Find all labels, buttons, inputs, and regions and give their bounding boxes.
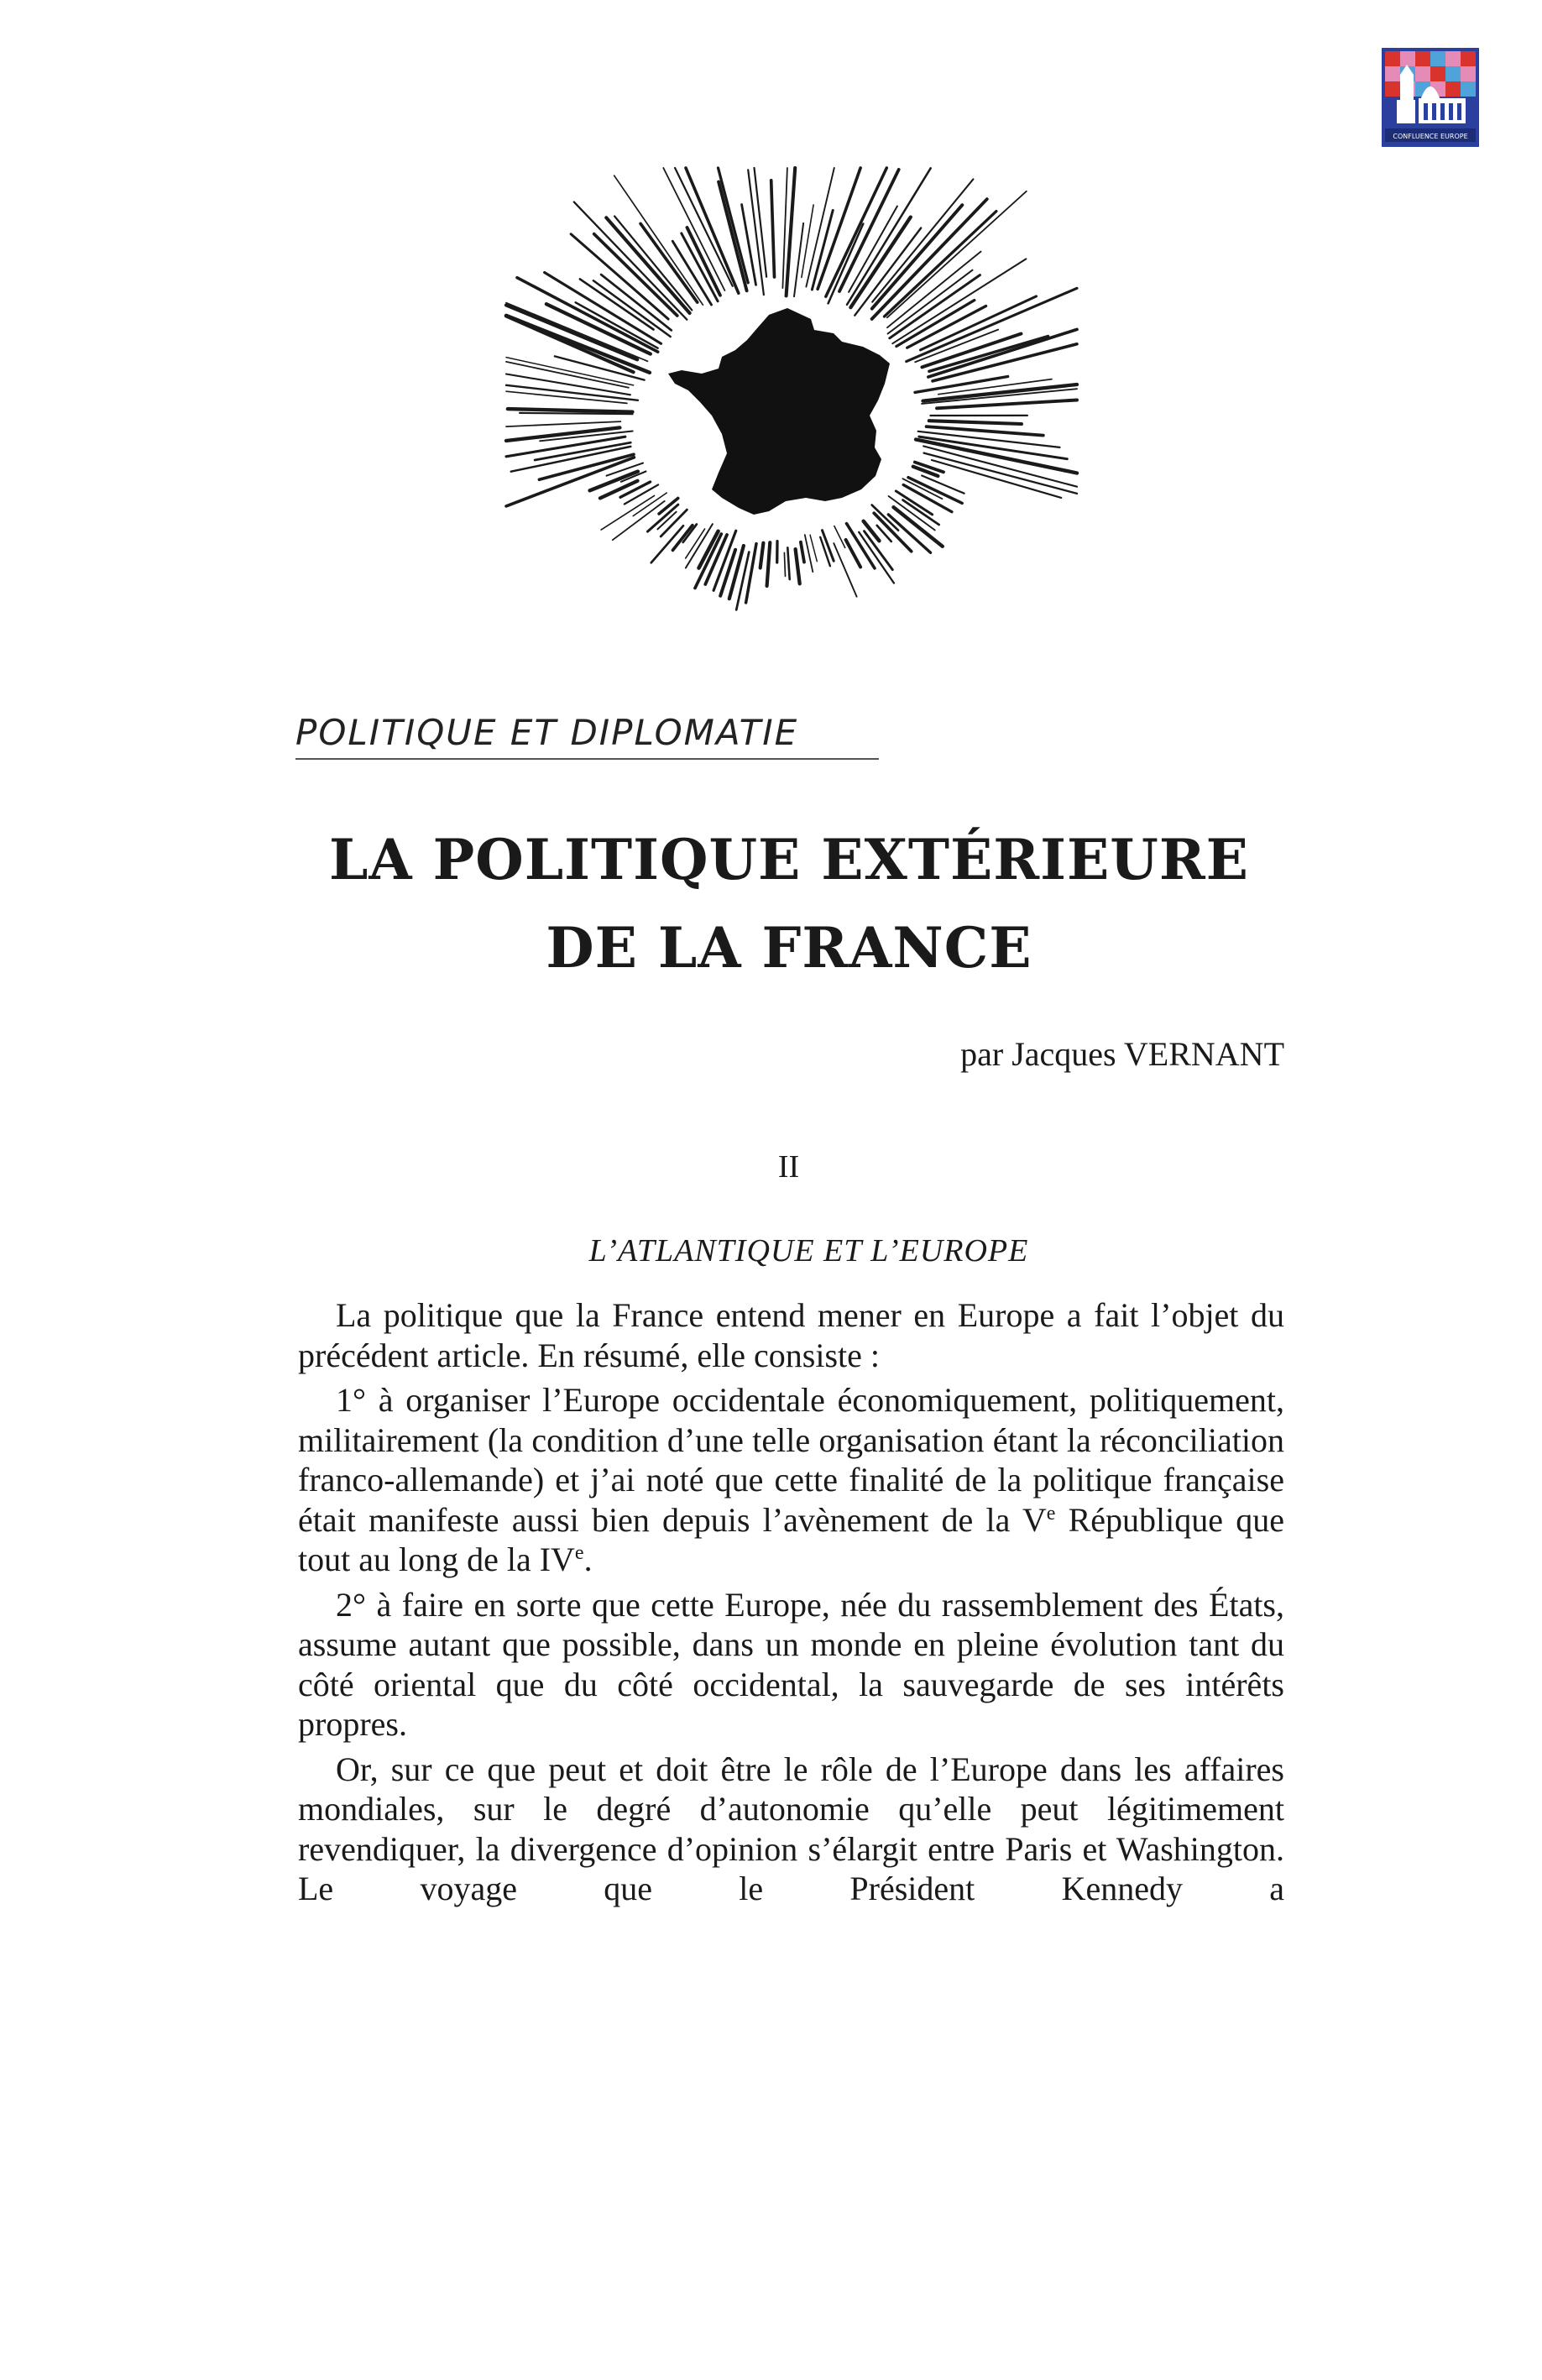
- paragraph-2-end: .: [583, 1540, 593, 1578]
- emblem-ray: [801, 542, 804, 562]
- france-map-emblem-icon: [502, 164, 1081, 651]
- section-label: POLITIQUE ET DIPLOMATIE: [295, 712, 879, 760]
- emblem-ray: [506, 421, 620, 426]
- paragraph-1: La politique que la France entend mener en Europe a fait l’objet du précédent article. En résumé, elle consiste :: [298, 1296, 1284, 1374]
- emblem-ray: [787, 547, 789, 579]
- france-map-emblem: [502, 164, 1081, 651]
- emblem-ray: [555, 356, 645, 379]
- emblem-ray: [590, 472, 638, 491]
- emblem-ray: [620, 482, 651, 497]
- emblem-ray: [508, 409, 633, 412]
- emblem-ray: [787, 168, 796, 296]
- author-byline: par Jacques VERNANT: [960, 1035, 1284, 1073]
- emblem-ray: [794, 223, 803, 296]
- emblem-ray: [613, 501, 665, 540]
- page-title-line-2: DE LA FRANCE: [546, 915, 1032, 981]
- superscript-e: e: [1046, 1502, 1056, 1525]
- section-heading: L’ATLANTIQUE ET L’EUROPE: [588, 1233, 1029, 1268]
- emblem-ray: [864, 521, 880, 541]
- emblem-ray: [929, 421, 1022, 424]
- emblem-ray: [810, 535, 817, 562]
- emblem-ray: [885, 212, 996, 316]
- emblem-ray: [896, 491, 932, 515]
- institution-logo: [1382, 48, 1479, 147]
- emblem-ray: [767, 542, 771, 586]
- article-body: [298, 1295, 1284, 1914]
- emblem-ray: [614, 217, 692, 311]
- emblem-ray: [796, 549, 800, 583]
- svg-text:CONFLUENCE EUROPE: CONFLUENCE EUROPE: [1393, 133, 1468, 140]
- page-title-line-1: LA POLITIQUE EXTÉRIEURE: [329, 827, 1249, 892]
- emblem-ray: [922, 476, 964, 494]
- emblem-ray: [915, 377, 1008, 393]
- superscript-e: e: [574, 1542, 584, 1564]
- emblem-ray: [761, 543, 764, 568]
- emblem-ray: [834, 526, 845, 548]
- emblem-ray: [872, 199, 987, 319]
- emblem-ray: [673, 526, 693, 551]
- paragraph-4: Or, sur ce que peut et doit être le rôle de l’Europe dans les affaires mondiales, sur le degré d’autonomie qu’elle peut légitimement revendiquer, la divergence d’opinion s’élargit entre Paris et Washington. Le voyage que le Président Kennedy a: [298, 1750, 1284, 1907]
- paragraph-3: 2° à faire en sorte que cette Europe, née du rassemblement des États, assume autant que possible, dans un monde en pleine évolution tant du côté oriental que du côté occidental, la sauvegarde de ses intérêts propres.: [298, 1585, 1284, 1743]
- emblem-ray: [746, 544, 756, 603]
- emblem-ray: [719, 182, 747, 291]
- emblem-ray: [784, 552, 785, 576]
- emblem-ray: [771, 180, 775, 277]
- france-silhouette: [668, 308, 890, 515]
- emblem-ray: [828, 224, 864, 304]
- paragraph-2-mid: République que tout au long de la IV: [298, 1500, 1284, 1578]
- paragraph-2: [298, 1380, 1284, 1580]
- emblem-ray: [937, 400, 1077, 409]
- emblem-ray: [601, 495, 654, 530]
- institution-logo-icon: [1382, 48, 1479, 147]
- emblem-ray: [903, 485, 952, 512]
- emblem-ray: [924, 453, 1077, 494]
- paragraph-2-main: 1° à organiser l’Europe occidentale économiquement, politiquement, militairement (la condition d’une telle organisation étant la réconciliation franco-allemande) et j’ai noté que cette finalité de la politique française était manifeste aussi bien depuis l’avènement de la V: [298, 1381, 1284, 1539]
- emblem-ray: [839, 170, 899, 291]
- part-number: II: [777, 1149, 800, 1185]
